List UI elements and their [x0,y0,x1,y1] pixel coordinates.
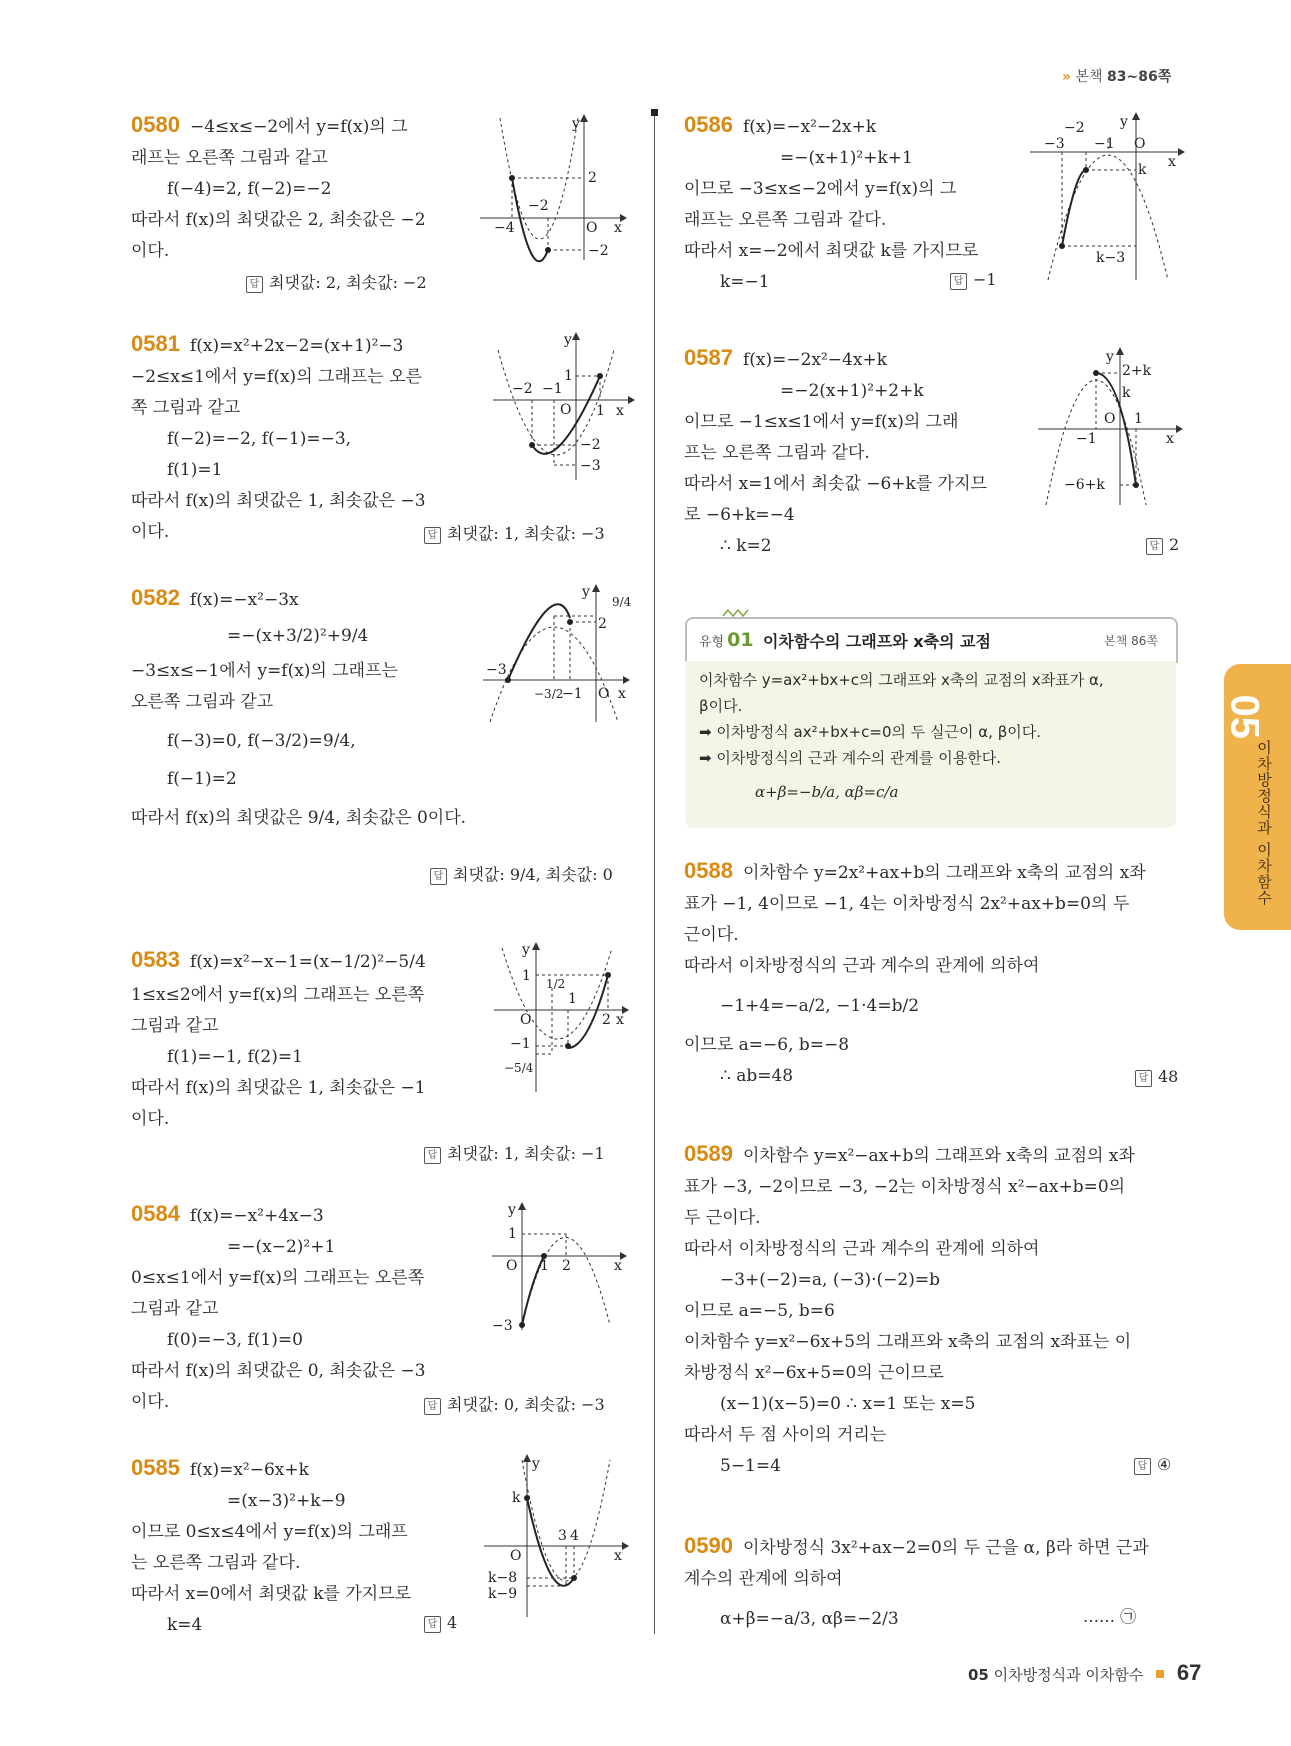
problem-number: 0582 [131,585,180,610]
svg-text:x: x [616,403,624,419]
problem-number: 0587 [684,345,733,370]
page-number: 67 [1176,1660,1202,1685]
problem-0580: 0580 −4≤x≤−2에서 y=f(x)의 그 래프는 오른쪽 그림과 같고 f(−4)=2, f(−2)=−2 따라서 f(x)의 최댓값은 2, 최솟값은 −2 이다. [131,112,426,261]
problem-number: 0589 [684,1141,733,1166]
svg-text:−4: −4 [494,220,515,236]
concept-box [685,617,1176,828]
svg-text:x: x [614,220,622,236]
svg-text:k: k [1138,162,1147,178]
graph-0585 [482,1452,642,1622]
svg-text:1: 1 [568,991,577,1007]
problem-0588: 0588 이차함수 y=2x²+ax+b의 그래프와 x축의 교점의 x좌 표가 −1, 4이므로 −1, 4는 이차방정식 2x²+ax+b=0의 두 근이다. 따라서 이차방정식의 근과 계수의 관계에 의하여 −1+4=−a/2, −1·4=b/2 이므로 a=−6, b=−8 ∴ ab=48 [684,858,1146,1086]
svg-text:−6+k: −6+k [1064,477,1105,493]
chapter-tab-name: 이차방정식과 이차함수 [1255,740,1273,906]
svg-text:2: 2 [602,1012,611,1028]
svg-text:−1: −1 [542,381,563,397]
answer-0589: 답 ④ [1134,1455,1171,1475]
svg-text:O: O [1104,411,1116,427]
answer-0585: 답 4 [424,1613,457,1633]
svg-text:−2: −2 [588,243,609,259]
svg-text:−3/2: −3/2 [534,687,564,701]
column-divider-marker [651,109,658,116]
svg-text:k−8: k−8 [488,1570,518,1586]
svg-text:1: 1 [522,968,531,984]
svg-text:−3: −3 [492,1318,513,1334]
answer-icon: 답 [1146,538,1163,555]
svg-text:O: O [506,1258,518,1274]
svg-text:y: y [564,332,572,348]
problem-number: 0584 [131,1201,180,1226]
svg-text:O: O [520,1012,532,1028]
svg-text:−3: −3 [486,662,507,678]
answer-0586: 답 −1 [950,270,997,290]
answer-icon: 답 [424,527,441,544]
svg-text:1: 1 [1134,411,1143,427]
svg-text:y: y [532,1456,540,1472]
svg-text:O: O [560,402,572,418]
concept-box-ref: 본책 86쪽 [1104,634,1158,648]
svg-text:x: x [614,1548,622,1564]
answer-icon: 답 [1134,1458,1151,1475]
svg-text:2+k: 2+k [1122,363,1152,379]
svg-text:2: 2 [562,1258,571,1274]
graph-0584 [490,1200,640,1350]
problem-0586: 0586 f(x)=−x²−2x+k =−(x+1)²+k+1 이므로 −3≤x≤−2에서 y=f(x)의 그 래프는 오른쪽 그림과 같다. 따라서 x=−2에서 최댓값 k를 가지므로 k=−1 [684,112,979,292]
answer-0588: 답 48 [1135,1067,1178,1087]
answer-icon: 답 [424,1616,441,1633]
svg-text:−5/4: −5/4 [504,1061,534,1075]
svg-text:y: y [522,942,530,958]
problem-number: 0580 [131,112,180,137]
problem-number: 0581 [131,331,180,356]
svg-text:−1: −1 [510,1036,531,1052]
svg-text:x: x [618,686,626,702]
problem-number: 0590 [684,1533,733,1558]
problem-number: 0586 [684,112,733,137]
graph-0586 [1028,110,1188,285]
svg-text:1/2: 1/2 [546,977,566,991]
svg-text:y: y [1106,349,1114,365]
problem-0585: 0585 f(x)=x²−6x+k =(x−3)²+k−9 이므로 0≤x≤4에서 y=f(x)의 그래프 는 오른쪽 그림과 같다. 따라서 x=0에서 최댓값 k를 가지므로 k=4 [131,1455,412,1635]
svg-text:−3: −3 [580,458,601,474]
svg-text:1: 1 [596,403,605,419]
svg-text:y: y [508,1202,516,1218]
page-footer: 05 이차방정식과 이차함수 67 [968,1660,1202,1685]
answer-0587: 답 2 [1146,535,1179,555]
svg-text:k−9: k−9 [488,1586,518,1602]
problem-0587: 0587 f(x)=−2x²−4x+k =−2(x+1)²+2+k 이므로 −1≤x≤1에서 y=f(x)의 그래 프는 오른쪽 그림과 같다. 따라서 x=1에서 최솟값 −6+k를 가지므 로 −6+k=−4 ∴ k=2 [684,345,987,556]
svg-text:x: x [616,1012,624,1028]
svg-text:k−3: k−3 [1096,250,1126,266]
svg-text:O: O [598,686,610,702]
svg-text:−3: −3 [1044,136,1065,152]
svg-text:y: y [582,584,590,600]
svg-text:−2: −2 [512,381,533,397]
graph-0587 [1036,345,1186,510]
answer-0581: 답 최댓값: 1, 최솟값: −3 [424,521,605,544]
problem-0581: 0581 f(x)=x²+2x−2=(x+1)²−3 −2≤x≤1에서 y=f(x)의 그래프는 오른 쪽 그림과 같고 f(−2)=−2, f(−1)=−3, f(1)=1 따라서 f(x)의 최댓값은 1, 최솟값은 −3 이다. [131,331,426,542]
svg-text:9/4: 9/4 [612,595,632,609]
answer-icon: 답 [424,1398,441,1415]
column-divider [654,112,655,1634]
problem-0589: 0589 이차함수 y=x²−ax+b의 그래프와 x축의 교점의 x좌 표가 −3, −2이므로 −3, −2는 이차방정식 x²−ax+b=0의 두 근이다. 따라서 이차방정식의 근과 계수의 관계에 의하여 −3+(−2)=a, (−3)·(−2)=b 이므로 a=−5, b=6 이차함수 y=x²−6x+5의 그래프와 x축의 교점의 x좌표는 이 차방정식 x²−6x+5=0의 근이므로 (x−1)(x−5)=0 ∴ x=1 또는 x=5 따라서 두 점 사이의 거리는 5−1=4 [684,1141,1135,1476]
svg-text:−1: −1 [1076,431,1097,447]
svg-text:−1: −1 [1094,136,1115,152]
graph-0582 [478,582,638,732]
footer-square-icon [1156,1670,1164,1678]
svg-text:k: k [1122,385,1131,401]
svg-text:−2: −2 [580,437,601,453]
svg-text:y: y [572,116,580,132]
double-chevron-icon: » [1062,69,1072,85]
svg-text:x: x [614,1258,622,1274]
graph-0581 [488,330,638,490]
problem-0584: 0584 f(x)=−x²+4x−3 =−(x−2)²+1 0≤x≤1에서 y=f(x)의 그래프는 오른쪽 그림과 같고 f(0)=−3, f(1)=0 따라서 f(x)의 최댓값은 0, 최솟값은 −3 이다. [131,1201,426,1412]
answer-0582: 답 최댓값: 9/4, 최솟값: 0 [430,862,613,885]
answer-icon: 답 [424,1147,441,1164]
svg-text:y: y [1120,114,1128,130]
problem-number: 0588 [684,858,733,883]
svg-text:x: x [1168,154,1176,170]
svg-text:1: 1 [564,368,573,384]
concept-box-body: 이차함수 y=ax²+bx+c의 그래프와 x축의 교점의 x좌표가 α, β이다. ➡ 이차방정식 ax²+bx+c=0의 두 실근이 α, β이다. ➡ 이차방정식의 근과 계수의 관계를 이용한다. α+β=−b/a, αβ=c/a [685,661,1176,828]
graph-0583 [492,940,642,1100]
svg-text:1: 1 [540,1258,549,1274]
answer-icon: 답 [246,276,263,293]
svg-text:−2: −2 [528,198,549,214]
problem-number: 0583 [131,947,180,972]
svg-text:k: k [512,1490,521,1506]
answer-0583: 답 최댓값: 1, 최솟값: −1 [424,1141,605,1164]
svg-text:O: O [510,1548,522,1564]
answer-icon: 답 [430,868,447,885]
page-reference: » 본책 83~86쪽 [1062,69,1172,85]
answer-0584: 답 최댓값: 0, 최솟값: −3 [424,1392,605,1415]
problem-0590: 0590 이차방정식 3x²+ax−2=0의 두 근을 α, β라 하면 근과 계수의 관계에 의하여 α+β=−a/3, αβ=−2/3 [684,1533,1149,1629]
svg-text:O: O [1134,136,1146,152]
svg-text:2: 2 [598,616,607,632]
graph-0580 [470,110,630,270]
answer-0580: 답 최댓값: 2, 최솟값: −2 [246,270,427,293]
svg-text:1: 1 [508,1226,517,1242]
svg-text:3: 3 [558,1528,567,1544]
problem-0582: 0582 f(x)=−x²−3x =−(x+3/2)²+9/4 −3≤x≤−1에서 y=f(x)의 그래프는 오른쪽 그림과 같고 f(−3)=0, f(−3/2)=9/4, f(−1)=2 따라서 f(x)의 최댓값은 9/4, 최솟값은 0이다. [131,585,467,828]
svg-text:−2: −2 [1064,120,1085,136]
concept-box-header: 유형 01 이차함수의 그래프와 x축의 교점 본책 86쪽 [685,617,1178,663]
problem-number: 0585 [131,1455,180,1480]
svg-text:2: 2 [588,170,597,186]
concept-box-title: 이차함수의 그래프와 x축의 교점 [763,632,991,651]
svg-text:4: 4 [570,1528,579,1544]
answer-icon: 답 [1135,1070,1152,1087]
chapter-tab-number: 05 [1222,694,1267,739]
svg-text:−1: −1 [562,686,583,702]
problem-0583: 0583 f(x)=x²−x−1=(x−1/2)²−5/4 1≤x≤2에서 y=f(x)의 그래프는 오른쪽 그림과 같고 f(1)=−1, f(2)=1 따라서 f(x)의 최댓값은 1, 최솟값은 −1 이다. [131,947,426,1129]
answer-icon: 답 [950,273,967,290]
equation-marker: …… ㉠ [1083,1607,1137,1626]
svg-text:x: x [1166,431,1174,447]
svg-text:O: O [586,220,598,236]
